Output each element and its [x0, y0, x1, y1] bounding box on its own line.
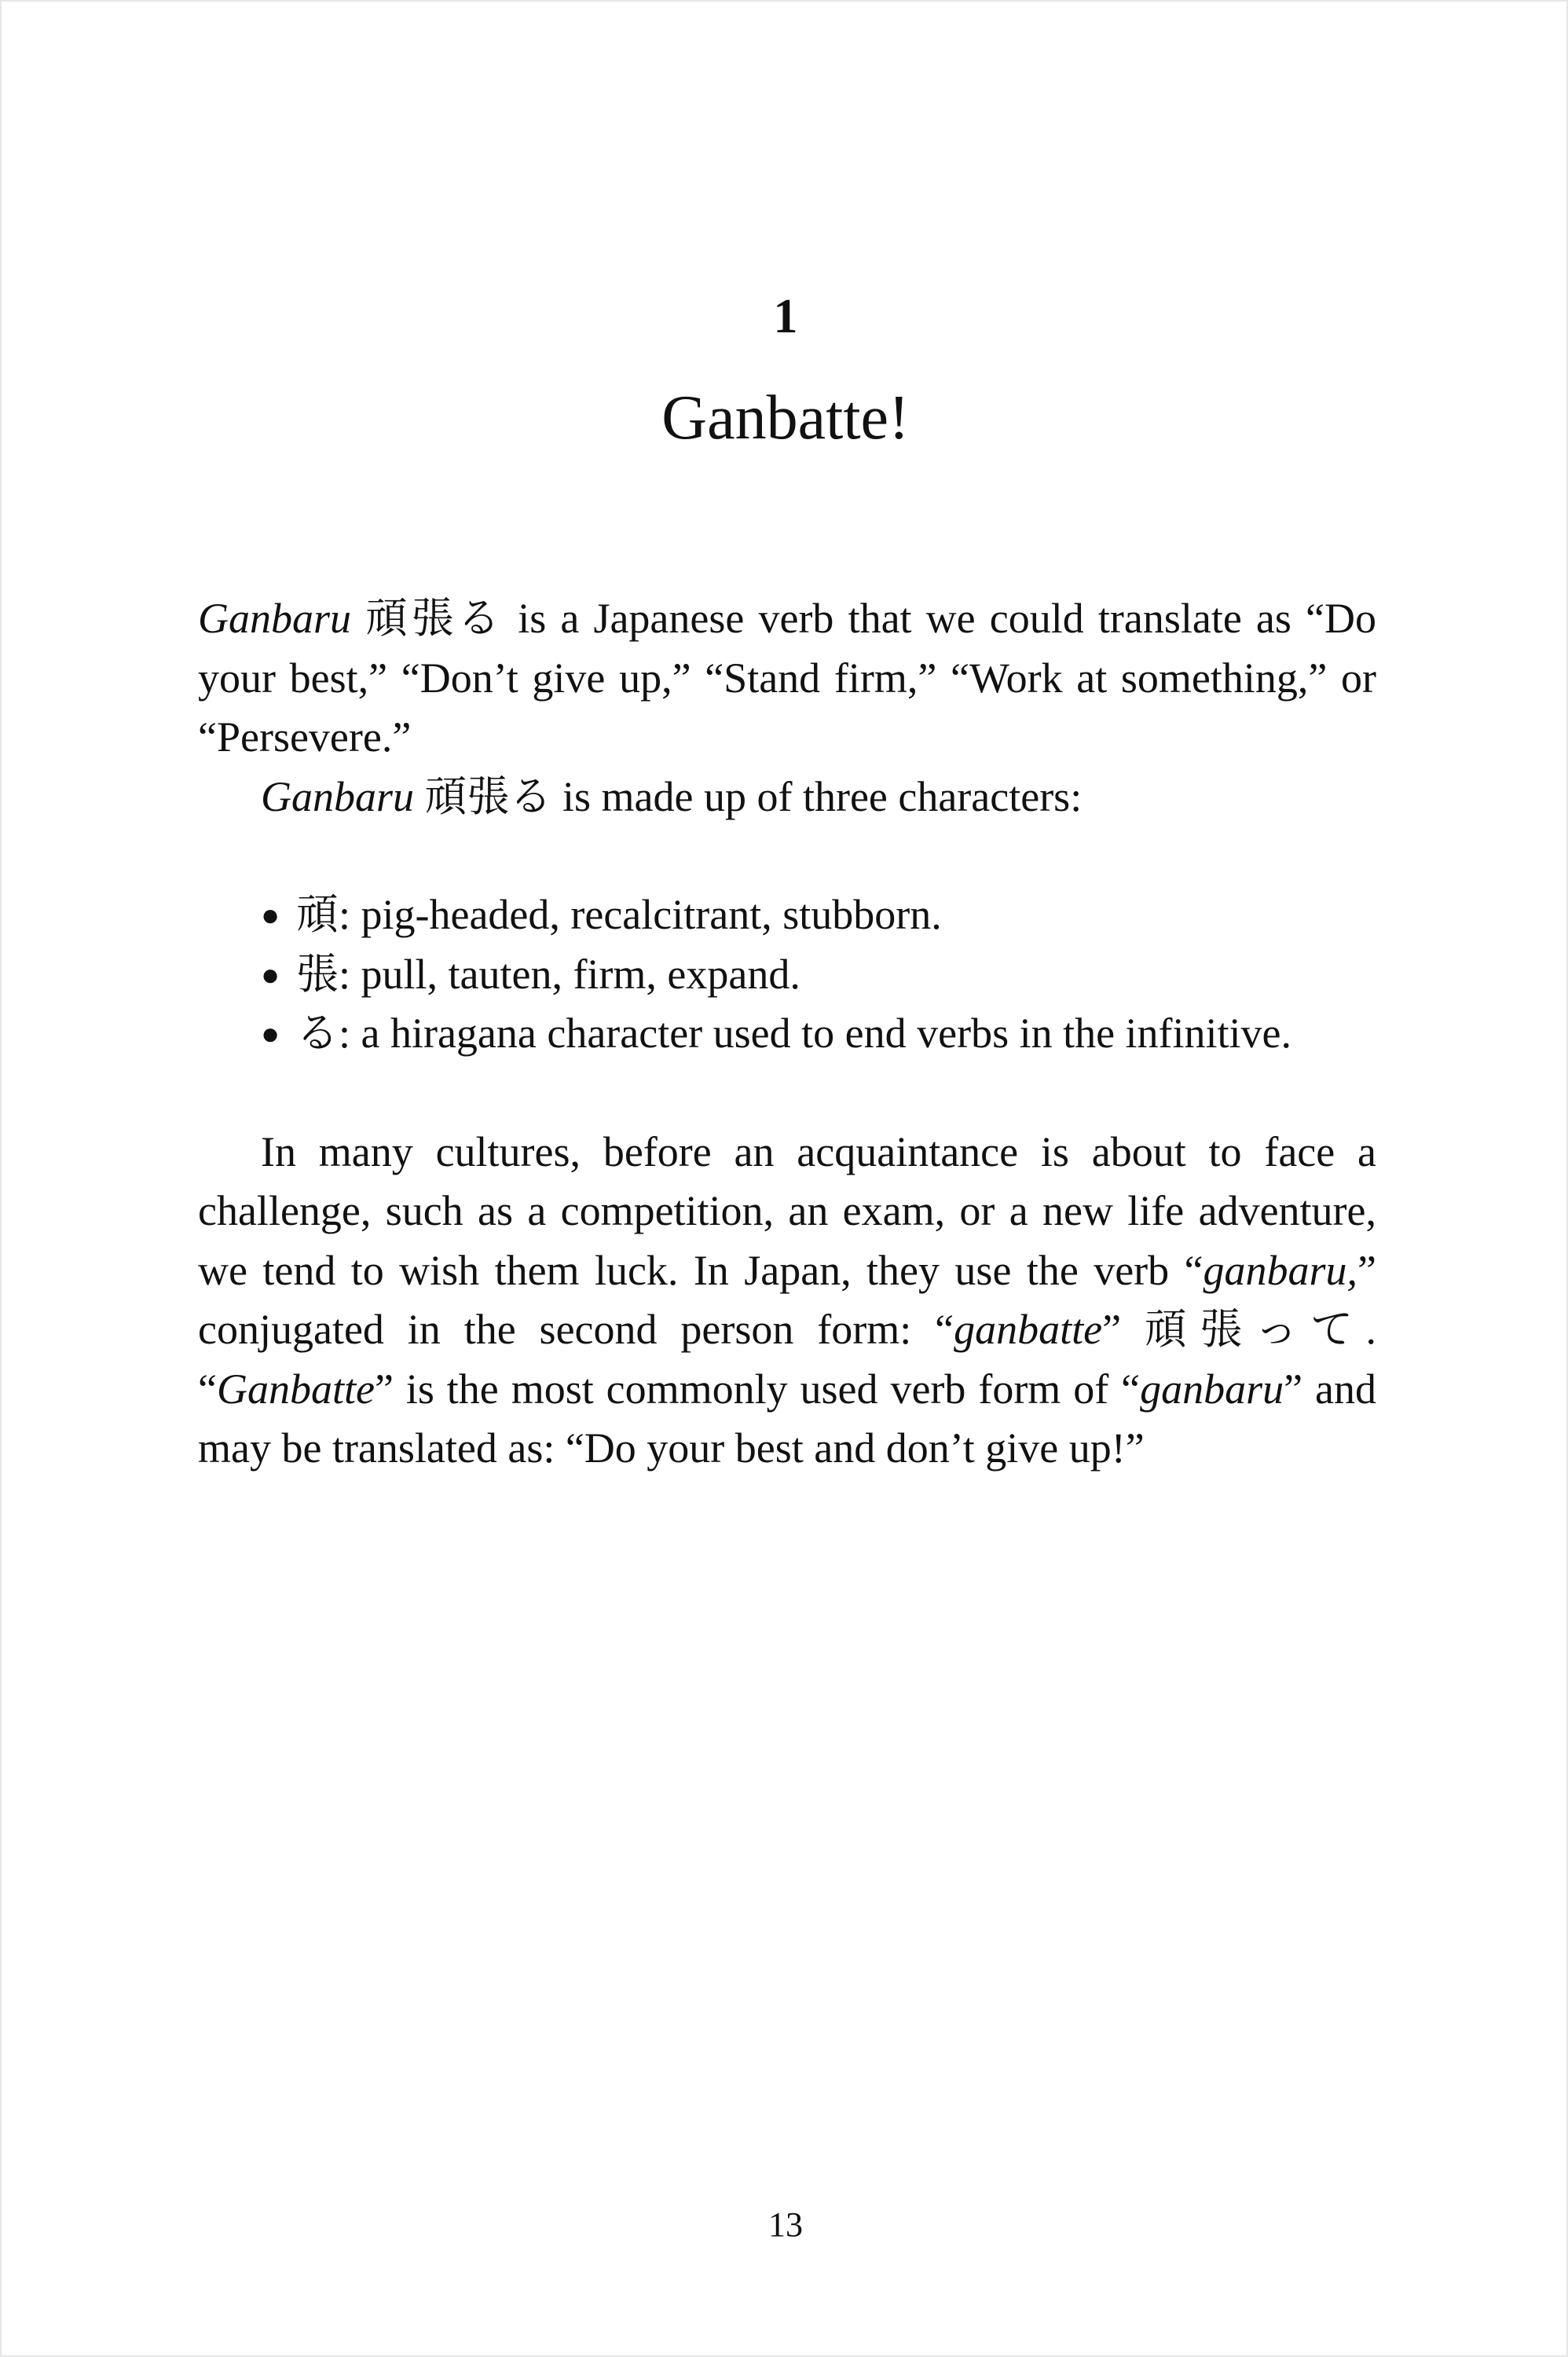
list-item: [198, 1004, 1376, 1064]
bullet-icon: ●: [261, 956, 280, 992]
chapter-body: [198, 589, 1376, 1479]
kanji-ganbaru: 頑張る: [365, 595, 504, 642]
paragraph-definition: [198, 589, 1376, 768]
kanji-char: る: [296, 1010, 339, 1057]
kanji-char: 張: [296, 950, 339, 998]
kanji-ganbaru: 頑張る: [424, 772, 552, 820]
bullet-icon: ●: [261, 897, 280, 933]
chapter-title: Ganbatte!: [661, 383, 910, 453]
char-meaning: : pig-headed, recalcitrant, stubborn.: [339, 891, 942, 938]
paragraph-usage: In many cultures, before an acquaintance is about to face a challenge, such as a competition, an exam, or a new life adventure, we tend to wish them luck. In Japan, they use the verb “ganbaru,” conjugated in the second person form: “ganbatte” 頑張って. “Ganbatte” is the most commonly used verb form of “ganbaru” and may be translated as: “Do your best and don’t give up!”: [198, 1127, 1377, 1472]
page-number: 13: [768, 2205, 803, 2244]
bullet-icon: ●: [261, 1016, 280, 1051]
composition-text: is made up of three characters:: [551, 772, 1083, 820]
char-meaning: : a hiragana character used to end verbs in the infinitive.: [339, 1010, 1292, 1057]
list-item: [198, 885, 1376, 945]
character-list: [198, 885, 1376, 1064]
kanji-char: 頑: [296, 891, 339, 938]
chapter-number: 1: [773, 290, 798, 343]
term-ganbaru: Ganbaru: [198, 595, 352, 642]
char-meaning: : pull, tauten, firm, expand.: [339, 950, 800, 998]
paragraph-composition: [198, 768, 1376, 827]
list-item: [198, 945, 1376, 1005]
term-ganbaru: Ganbaru: [261, 772, 415, 820]
definition-text: is a Japanese verb that we could translate as “Do your best,” “Don’t give up,” “Stand firm,” “Work at something,” or “Persevere.”: [198, 595, 1377, 761]
